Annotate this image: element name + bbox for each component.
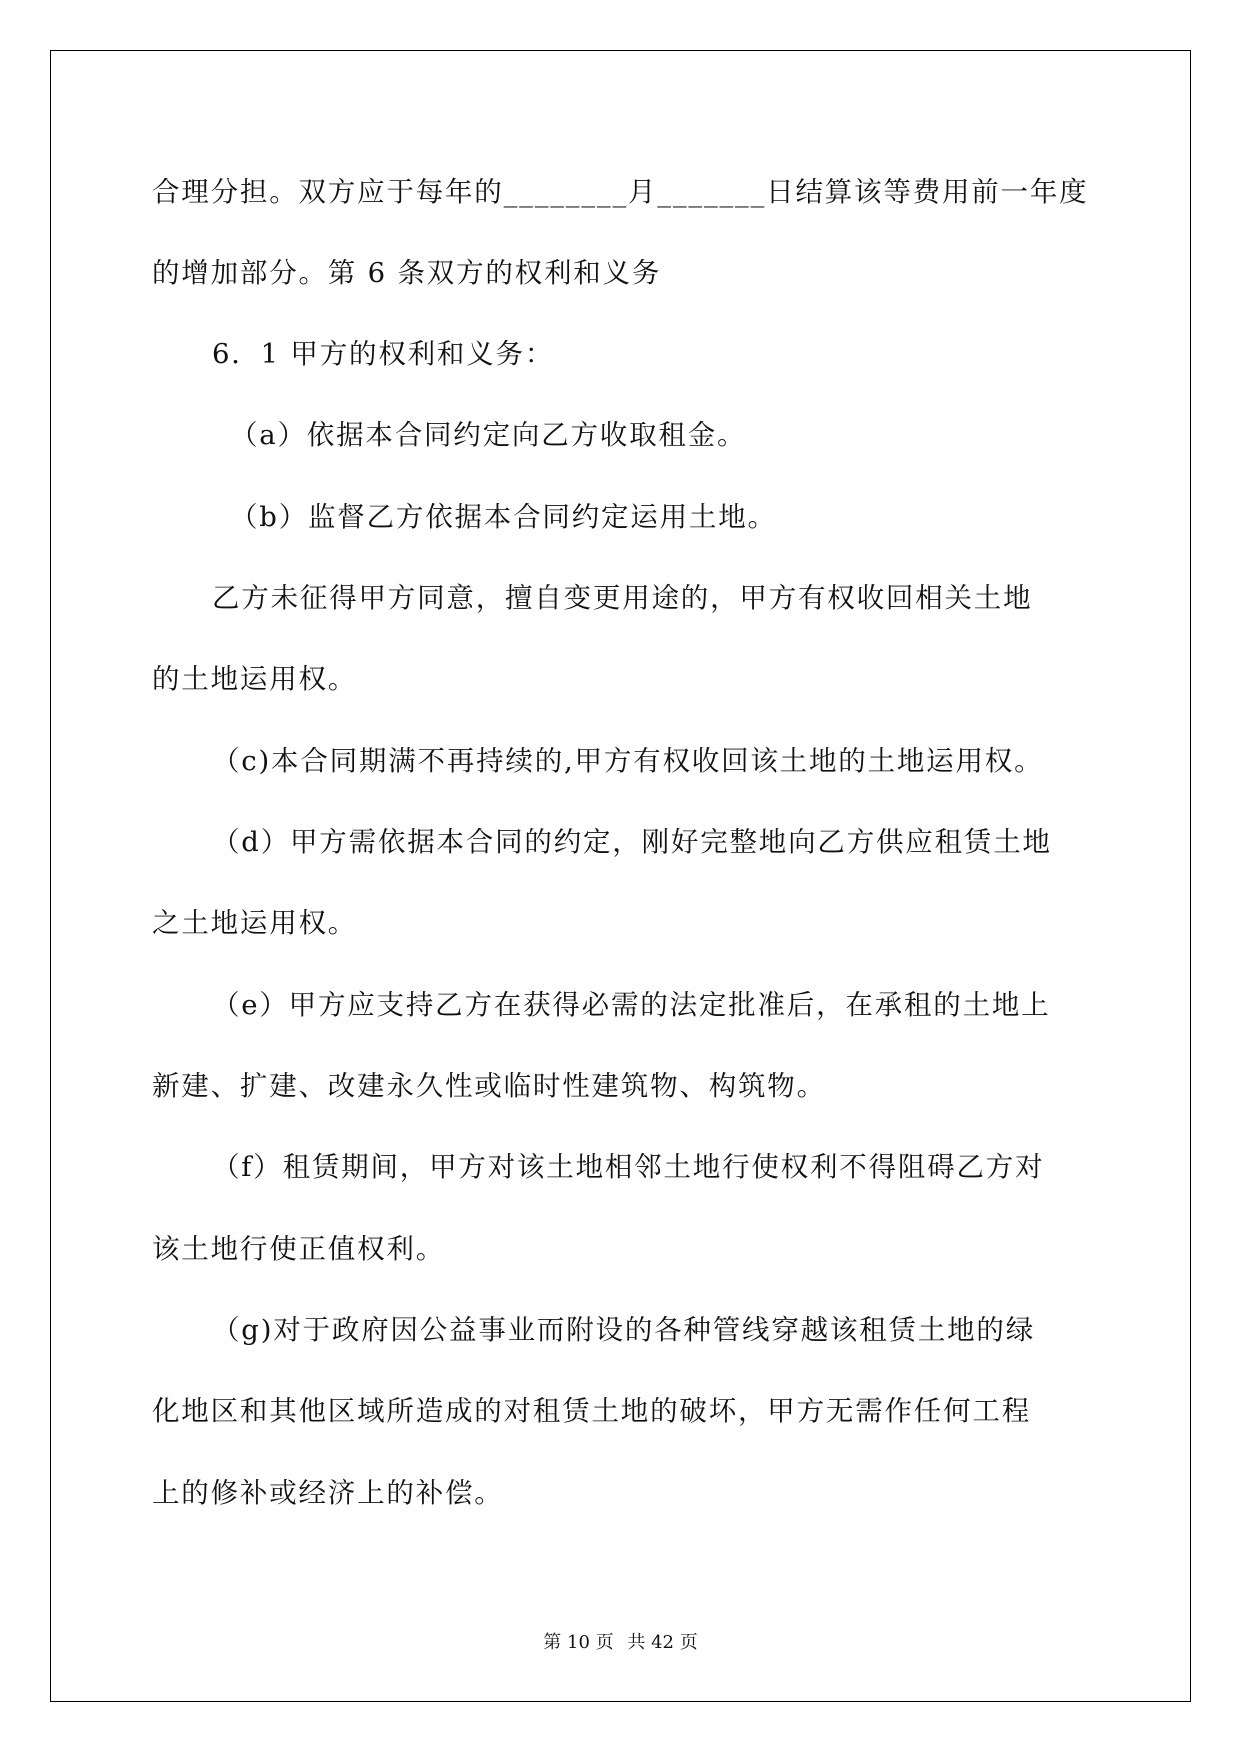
text-line: （c)本合同期满不再持续的,甲方有权收回该土地的土地运用权。 <box>212 745 1044 777</box>
page-total: 共 42 页 <box>627 1632 698 1653</box>
text-line: 的增加部分。第 6 条双方的权利和义务 <box>152 257 662 289</box>
text-line: 新建、扩建、改建永久性或临时性建筑物、构筑物。 <box>152 1070 826 1102</box>
text-line: 之土地运用权。 <box>152 907 358 939</box>
text-line: （d）甲方需依据本合同的约定，刚好完整地向乙方供应租赁土地 <box>212 826 1052 858</box>
text-line: （e）甲方应支持乙方在获得必需的法定批准后，在承租的土地上 <box>212 989 1051 1021</box>
text-line: （a）依据本合同约定向乙方收取租金。 <box>230 419 747 451</box>
text-line: 的土地运用权。 <box>152 663 358 695</box>
page-footer <box>0 1628 1241 1654</box>
page-frame <box>50 50 1191 1702</box>
text-line: 该土地行使正值权利。 <box>152 1233 445 1265</box>
text-line: 乙方未征得甲方同意，擅自变更用途的，甲方有权收回相关土地 <box>212 582 1033 614</box>
text-line: 上的修补或经济上的补偿。 <box>152 1477 504 1509</box>
text-line: 化地区和其他区域所造成的对租赁土地的破坏，甲方无需作任何工程 <box>152 1395 1031 1427</box>
text-line: （b）监督乙方依据本合同约定运用土地。 <box>230 501 777 533</box>
text-line: （g)对于政府因公益事业而附设的各种管线穿越该租赁土地的绿 <box>212 1314 1036 1346</box>
text-line: （f）租赁期间，甲方对该土地相邻土地行使权利不得阻碍乙方对 <box>212 1151 1045 1183</box>
section-heading: 6．1 甲方的权利和义务： <box>212 338 555 370</box>
text-line: 合理分担。双方应于每年的________月_______日结算该等费用前一年度 <box>152 176 1089 208</box>
page-number: 第 10 页 <box>543 1632 614 1653</box>
